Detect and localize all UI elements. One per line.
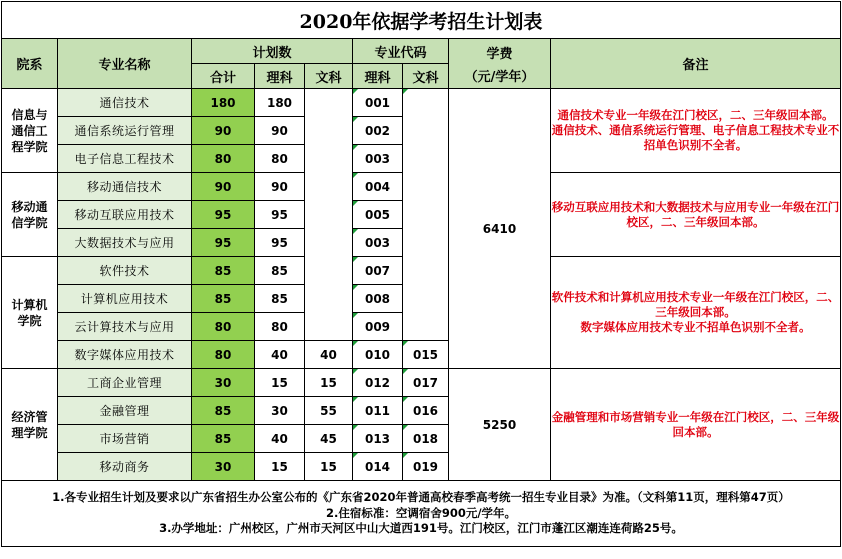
code-arts: 015: [403, 341, 449, 369]
header-fee-line2: （元/学年）: [464, 69, 535, 85]
plan-total: 90: [192, 173, 255, 201]
major-name: 工商企业管理: [58, 369, 192, 397]
header-fee: [449, 39, 551, 89]
major-name: 数字媒体应用技术: [58, 341, 192, 369]
remark-cell: [551, 369, 841, 481]
code-science: 005: [353, 201, 403, 229]
code-arts-empty: [403, 89, 449, 341]
department-cell: 经济管理学院: [2, 369, 58, 481]
plan-total: 90: [192, 117, 255, 145]
code-science: 003: [353, 145, 403, 173]
plan-arts: 40: [305, 341, 353, 369]
header-major: 专业名称: [58, 39, 192, 89]
plan-science: 90: [255, 173, 305, 201]
plan-science: 40: [255, 341, 305, 369]
plan-science: 95: [255, 201, 305, 229]
plan-science: 15: [255, 369, 305, 397]
plan-total: 85: [192, 285, 255, 313]
major-name: 电子信息工程技术: [58, 145, 192, 173]
plan-total: 80: [192, 145, 255, 173]
major-name: 移动通信技术: [58, 173, 192, 201]
header-science: 理科: [255, 64, 305, 89]
code-arts: 019: [403, 453, 449, 481]
fee-cell: 6410: [449, 89, 551, 369]
remark-line: 软件技术和计算机应用技术专业一年级在江门校区，二、三年级回本部。: [551, 290, 840, 319]
plan-science: 85: [255, 285, 305, 313]
code-arts: 018: [403, 425, 449, 453]
major-name: 金融管理: [58, 397, 192, 425]
remark-cell: [551, 173, 841, 257]
plan-total: 30: [192, 453, 255, 481]
header-total: 合计: [192, 64, 255, 89]
code-science: 009: [353, 313, 403, 341]
code-science: 003: [353, 229, 403, 257]
major-name: 软件技术: [58, 257, 192, 285]
plan-arts: 15: [305, 369, 353, 397]
header-code-science: 理科: [353, 64, 403, 89]
code-science: 001: [353, 89, 403, 117]
plan-science: 15: [255, 453, 305, 481]
fee-cell: 5250: [449, 369, 551, 481]
plan-science: 95: [255, 229, 305, 257]
plan-total: 85: [192, 397, 255, 425]
major-name: 通信系统运行管理: [58, 117, 192, 145]
plan-science: 90: [255, 117, 305, 145]
plan-total: 85: [192, 425, 255, 453]
remark-line: 移动互联应用技术和大数据技术与应用专业一年级在江门校区，二、三年级回本部。: [551, 199, 840, 229]
footer-notes: [2, 481, 841, 547]
header-fee-line1: 学费: [486, 46, 513, 62]
code-science: 002: [353, 117, 403, 145]
code-science: 012: [353, 369, 403, 397]
major-name: 市场营销: [58, 425, 192, 453]
plan-arts: 15: [305, 453, 353, 481]
remark-line: 通信技术、通信系统运行管理、电子信息工程技术专业不招单色识别不全者。: [551, 123, 840, 152]
code-arts: 017: [403, 369, 449, 397]
code-science: 007: [353, 257, 403, 285]
table-title: 2020年依据学考招生计划表: [2, 2, 841, 39]
footer-line: 3.办学地址：广州校区，广州市天河区中山大道西191号。江门校区，江门市蓬江区潮连连荷路25号。: [159, 521, 683, 536]
plan-total: 85: [192, 257, 255, 285]
plan-total: 95: [192, 229, 255, 257]
enrollment-plan-table: [1, 1, 841, 547]
plan-total: 80: [192, 341, 255, 369]
remark-cell: [551, 257, 841, 369]
plan-total: 95: [192, 201, 255, 229]
plan-science: 80: [255, 145, 305, 173]
code-science: 011: [353, 397, 403, 425]
major-name: 大数据技术与应用: [58, 229, 192, 257]
department-cell: 移动通信学院: [2, 173, 58, 257]
header-remarks: 备注: [551, 39, 841, 89]
table-row: [2, 369, 841, 397]
code-science: 013: [353, 425, 403, 453]
plan-arts: 45: [305, 425, 353, 453]
remark-line: 金融管理和市场营销专业一年级在江门校区，二、三年级回本部。: [551, 409, 840, 439]
footer-line: 1.各专业招生计划及要求以广东省招生办公室公布的《广东省2020年普通高校春季高考统一招生专业目录》为准。（文科第11页，理科第47页）: [52, 490, 790, 505]
code-science: 010: [353, 341, 403, 369]
major-name: 通信技术: [58, 89, 192, 117]
header-code-arts: 文科: [403, 64, 449, 89]
remark-line: 通信技术专业一年级在江门校区，二、三年级回本部。: [557, 108, 834, 122]
table-row: [2, 89, 841, 117]
code-science: 004: [353, 173, 403, 201]
plan-arts-empty: [305, 89, 353, 341]
code-science: 014: [353, 453, 403, 481]
plan-science: 40: [255, 425, 305, 453]
plan-arts: 55: [305, 397, 353, 425]
code-arts: 016: [403, 397, 449, 425]
plan-total: 80: [192, 313, 255, 341]
remark-cell: [551, 89, 841, 173]
plan-science: 30: [255, 397, 305, 425]
plan-total: 180: [192, 89, 255, 117]
plan-science: 85: [255, 257, 305, 285]
major-name: 计算机应用技术: [58, 285, 192, 313]
plan-total: 30: [192, 369, 255, 397]
remark-line: 数字媒体应用技术专业不招单色识别不全者。: [580, 320, 811, 334]
plan-science: 80: [255, 313, 305, 341]
major-name: 云计算技术与应用: [58, 313, 192, 341]
department-cell: 计算机学院: [2, 257, 58, 369]
code-science: 008: [353, 285, 403, 313]
footer-line: 2.住宿标准：空调宿舍900元/学年。: [325, 505, 517, 520]
major-name: 移动互联应用技术: [58, 201, 192, 229]
header-arts: 文科: [305, 64, 353, 89]
major-name: 移动商务: [58, 453, 192, 481]
plan-science: 180: [255, 89, 305, 117]
header-code: 专业代码: [353, 39, 449, 64]
department-cell: 信息与通信工程学院: [2, 89, 58, 173]
header-plan: 计划数: [192, 39, 353, 64]
header-department: 院系: [2, 39, 58, 89]
